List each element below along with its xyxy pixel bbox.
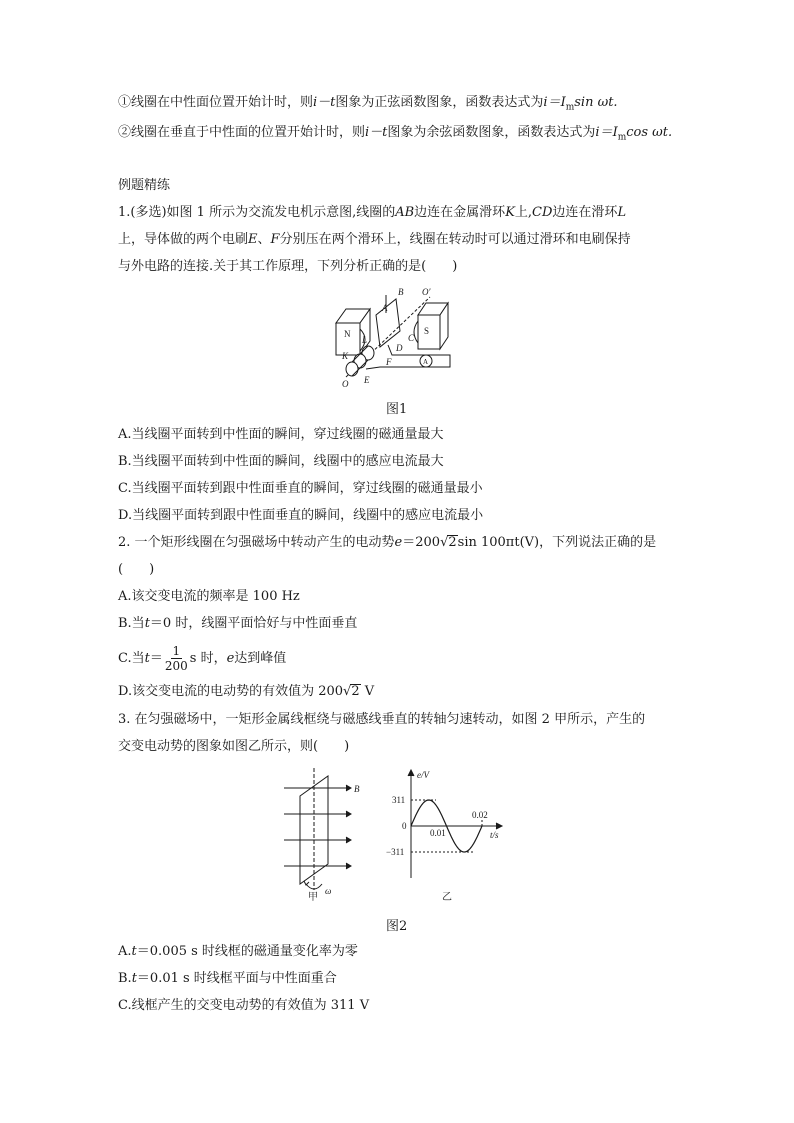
- label-D: D: [396, 343, 403, 353]
- label-B: B: [398, 287, 404, 297]
- q1-stem-line2: 上，导体做的两个电刷E、F分别压在两个滑环上，线圈在转动时可以通过滑环和电刷保持: [118, 232, 631, 247]
- q3-stem-line2: 交变电动势的图象如图乙所示，则( ): [118, 739, 350, 754]
- label-N: N: [344, 329, 351, 339]
- label-L: L: [362, 335, 368, 345]
- q2-option-a: A.该交变电流的频率是 100 Hz: [118, 589, 300, 604]
- label-C: C: [408, 333, 415, 343]
- q3-option-c: C.线框产生的交变电动势的有效值为 311 V: [118, 998, 370, 1013]
- label-A: A: [382, 303, 388, 313]
- label-jia: 甲: [308, 892, 318, 902]
- q2-paren: ( ): [118, 562, 155, 577]
- emf-graph: [380, 766, 515, 902]
- label-O-prime: O′: [422, 287, 431, 297]
- label-E: E: [364, 375, 370, 385]
- q1-stem-line1: 1.(多选)如图 1 所示为交流发电机示意图,线圈的AB边连在金属滑环K上,CD边连在滑环L: [118, 205, 627, 220]
- tick-311: 311: [392, 795, 406, 805]
- q2-stem: 2. 一个矩形线圈在匀强磁场中转动产生的电动势e＝200√2sin 100πt(V)，下列说法正确的是: [118, 535, 657, 550]
- note-cosine: ②线圈在垂直于中性面的位置开始计时，则i－t图象为余弦函数图象，函数表达式为$i=I_m\cos$ ωt.: [118, 125, 673, 143]
- figure2-caption: 图2: [386, 919, 408, 934]
- y-axis-label: e/V: [417, 770, 429, 780]
- tick-002: 0.02: [472, 810, 488, 820]
- q3-option-b: B.t＝0.01 s 时线框平面与中性面重合: [118, 971, 337, 986]
- q2-option-d: D.该交变电流的电动势的有效值为 200√2 V: [118, 684, 375, 699]
- label-O: O: [342, 379, 349, 389]
- tick-0: 0: [402, 821, 407, 831]
- q3-stem-line1: 3. 在匀强磁场中，一矩形金属线框绕与磁感线垂直的转轴匀速转动，如图 2 甲所示，产生的: [118, 712, 646, 727]
- fraction: $\frac{1}{200}$: [164, 644, 188, 673]
- q1-option-d: D.当线圈平面转到跟中性面垂直的瞬间，线圈中的感应电流最小: [118, 508, 484, 523]
- figure1-caption: 图1: [386, 402, 408, 417]
- label-F: F: [386, 357, 392, 367]
- q2-option-b: B.当t＝0 时，线圈平面恰好与中性面垂直: [118, 616, 358, 631]
- label-K: K: [342, 351, 349, 361]
- b-field-label: B: [354, 784, 360, 794]
- q2-option-c: C.当t＝ $\frac{1}{200}$ s 时，e达到峰值: [118, 644, 287, 673]
- label-S: S: [424, 326, 430, 336]
- q1-option-a: A.当线圈平面转到中性面的瞬间，穿过线圈的磁通量最大: [118, 427, 444, 442]
- q1-stem-line3: 与外电路的连接.关于其工作原理，下列分析正确的是( ): [118, 259, 458, 274]
- tick-neg311: −311: [386, 847, 405, 857]
- omega-label: ω: [325, 886, 332, 896]
- note-sine: ①线圈在中性面位置开始计时，则i－t图象为正弦函数图象，函数表达式为$i=I_m\sin$ ωt.: [118, 95, 618, 113]
- rotating-frame-diagram: [278, 766, 368, 902]
- q1-option-b: B.当线圈平面转到中性面的瞬间，线圈中的感应电流最大: [118, 454, 444, 469]
- ammeter-label: A: [423, 358, 429, 366]
- generator-diagram: [330, 285, 465, 390]
- q1-option-c: C.当线圈平面转到跟中性面垂直的瞬间，穿过线圈的磁通量最小: [118, 481, 483, 496]
- tick-001: 0.01: [430, 828, 446, 838]
- section-title: 例题精练: [118, 178, 171, 193]
- q3-option-a: A.t＝0.005 s 时线框的磁通量变化率为零: [118, 944, 358, 959]
- x-axis-label: t/s: [490, 830, 499, 840]
- label-yi: 乙: [442, 892, 452, 902]
